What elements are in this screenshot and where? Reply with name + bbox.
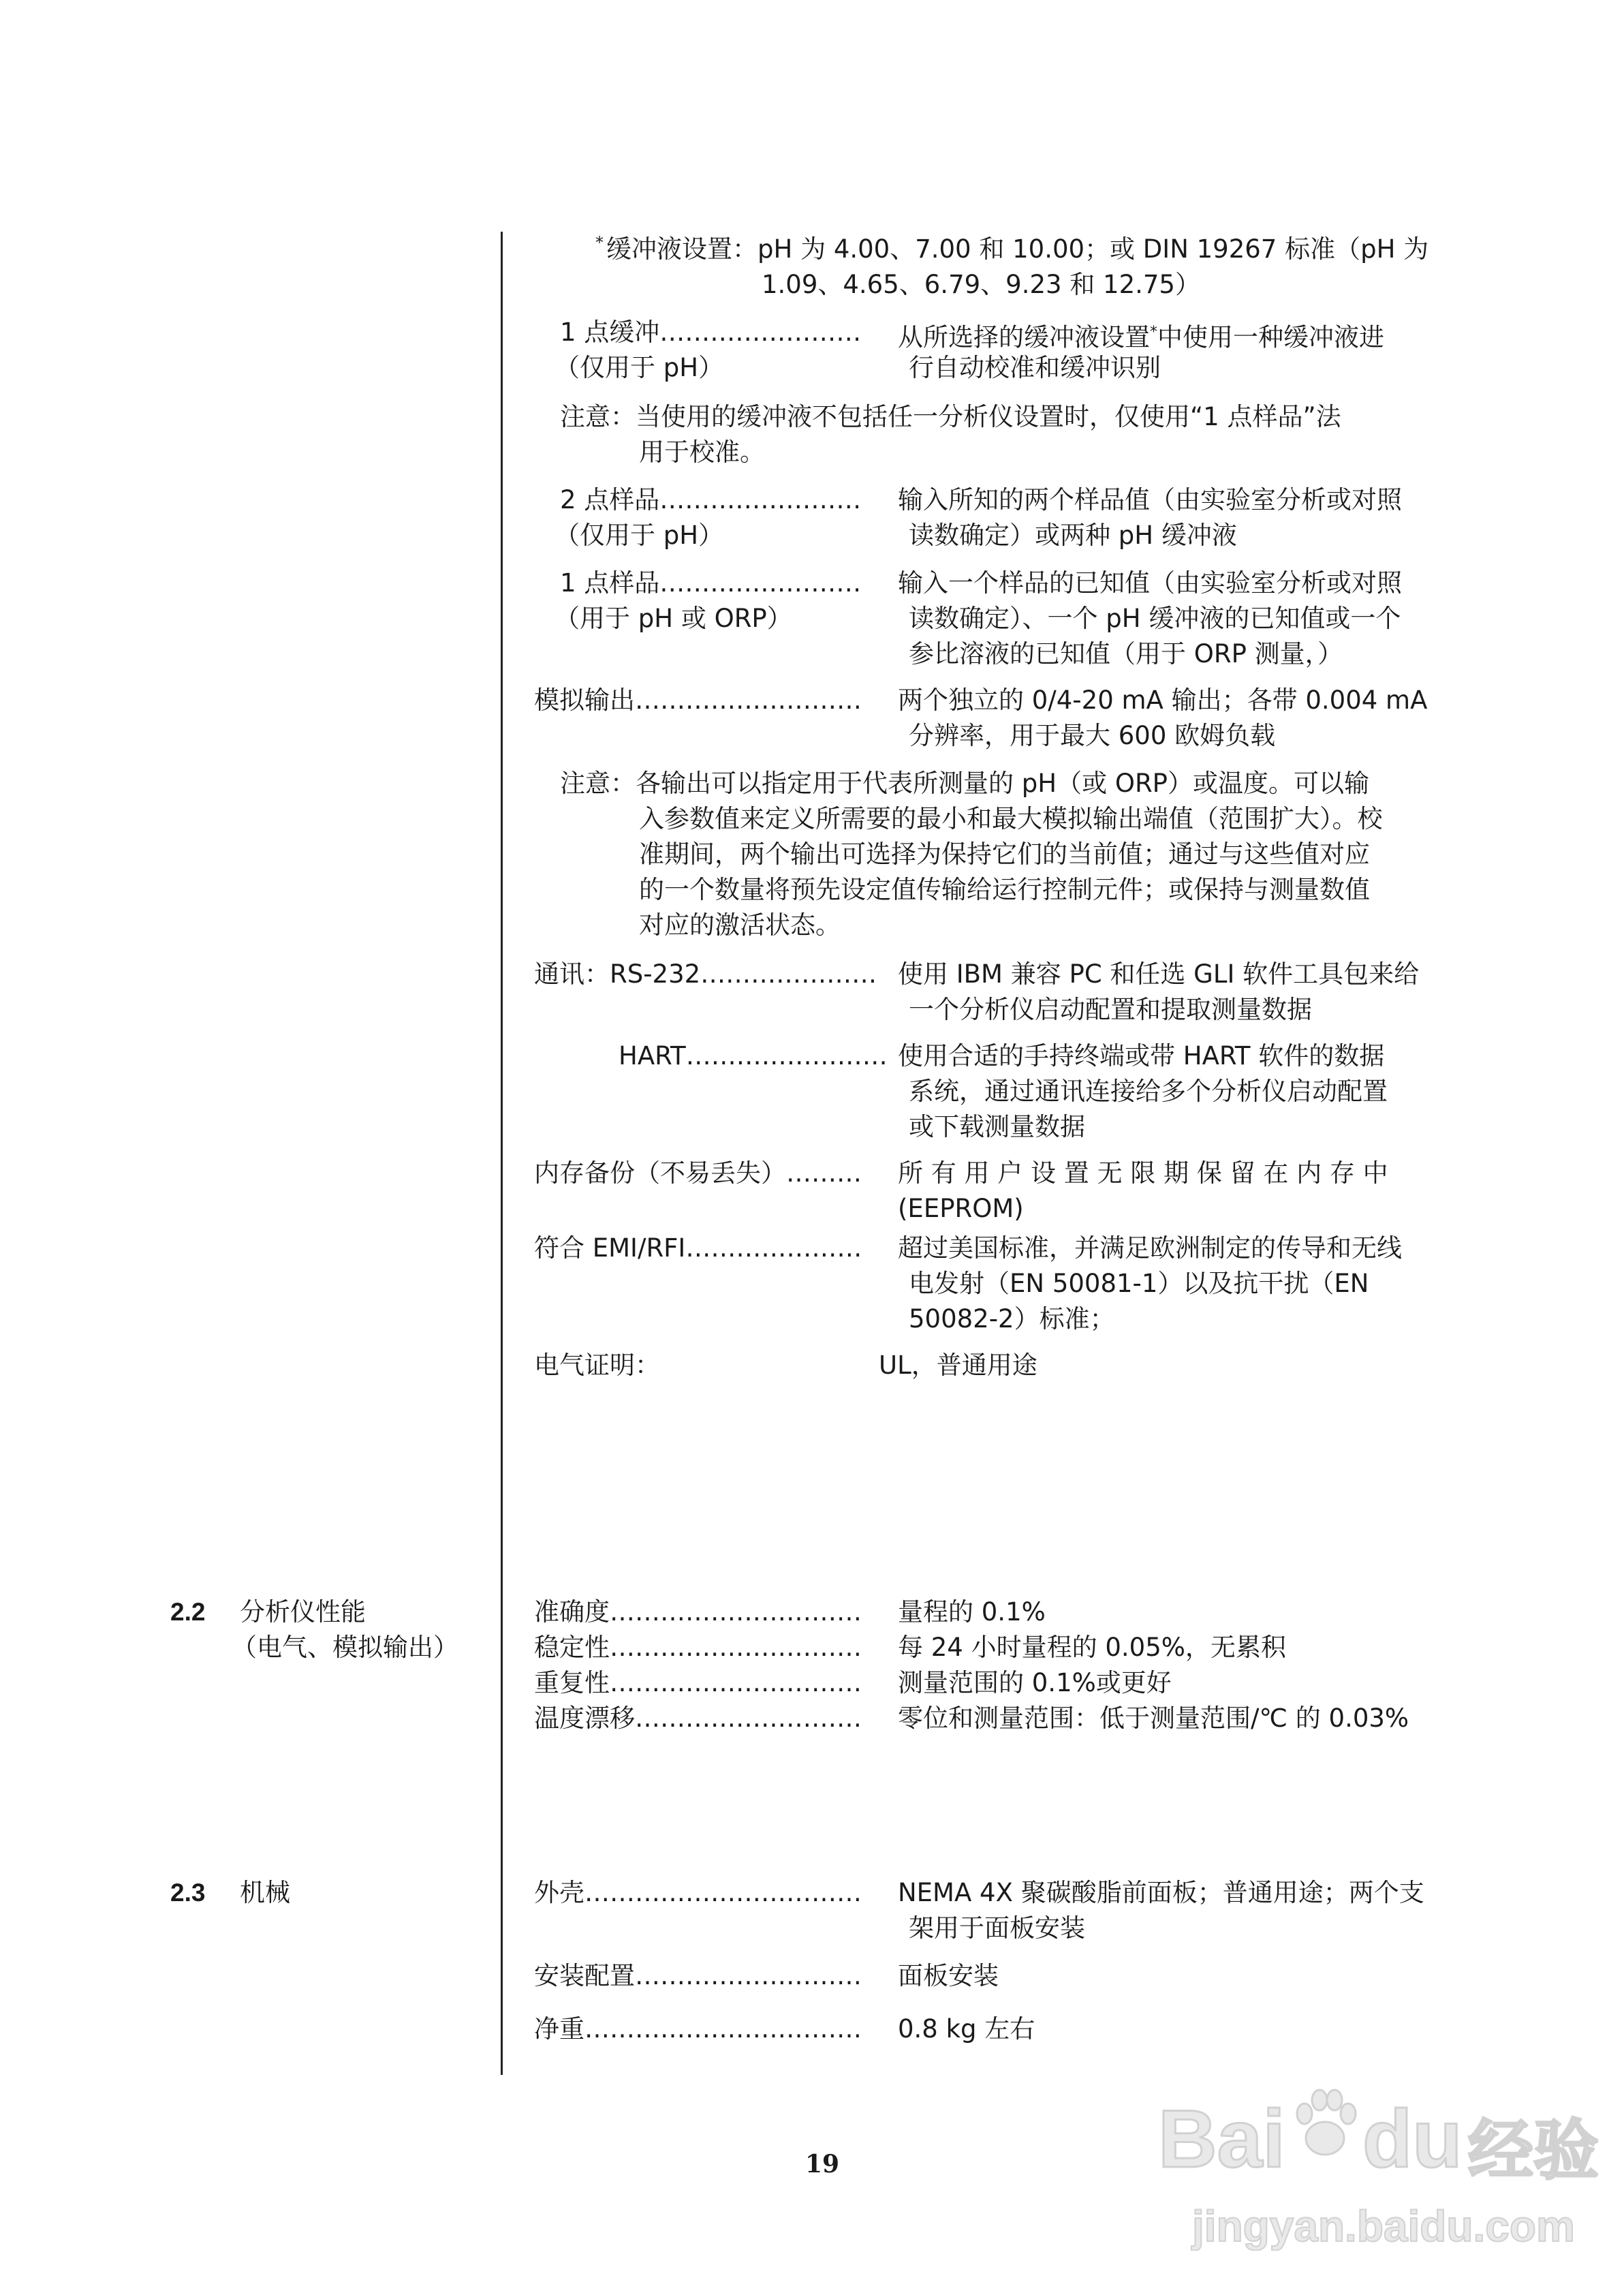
- analog-output-label: 模拟输出………………………: [534, 686, 862, 715]
- footnote-star: *: [595, 233, 604, 252]
- emi-rfi-desc2: 电发射（EN 50081-1）以及抗干扰（EN: [909, 1269, 1369, 1298]
- watermark-brand: Bai: [1158, 2093, 1285, 2185]
- accuracy-value: 量程的 0.1%: [898, 1597, 1046, 1627]
- two-point-sample-sub: （仅用于 pH）: [555, 521, 724, 550]
- analog-output-desc2: 分辨率，用于最大 600 欧姆负载: [909, 721, 1276, 750]
- one-point-buffer-sub: （仅用于 pH）: [555, 353, 724, 382]
- rs232-desc2: 一个分析仪启动配置和提取测量数据: [909, 995, 1312, 1024]
- mounting-label: 安装配置………………………: [534, 1961, 862, 1990]
- two-point-sample-desc1: 输入所知的两个样品值（由实验室分析或对照: [898, 485, 1402, 514]
- weight-label: 净重……………………………: [534, 2014, 862, 2044]
- hart-desc1: 使用合适的手持终端或带 HART 软件的数据: [898, 1041, 1385, 1071]
- section-2-2-subtitle: （电气、模拟输出）: [232, 1633, 458, 1662]
- repeatability-label: 重复性…………………………: [534, 1668, 862, 1697]
- memory-backup-desc1: 所 有 用 户 设 置 无 限 期 保 留 在 内 存 中: [898, 1158, 1388, 1188]
- watermark-cn: 经验: [1468, 2112, 1599, 2189]
- note2-line5: 对应的激活状态。: [639, 910, 841, 940]
- note2-line3: 准期间，两个输出可选择为保持它们的当前值；通过与这些值对应: [639, 840, 1370, 869]
- one-point-buffer-label: 1 点缓冲……………………: [560, 318, 862, 347]
- vertical-rule: [501, 232, 503, 2075]
- mounting-value: 面板安装: [898, 1961, 999, 1990]
- watermark: [1158, 2085, 1608, 2276]
- elec-cert-value: UL，普通用途: [879, 1351, 1037, 1380]
- emi-rfi-desc3: 50082-2）标准；: [909, 1304, 1115, 1334]
- repeatability-value: 测量范围的 0.1%或更好: [898, 1668, 1172, 1697]
- stability-label: 稳定性…………………………: [534, 1633, 862, 1662]
- temp-drift-value: 零位和测量范围：低于测量范围/℃ 的 0.03%: [898, 1704, 1409, 1733]
- memory-backup-desc2: (EEPROM): [898, 1194, 1024, 1223]
- note2-line4: 的一个数量将预先设定值传输给运行控制元件；或保持与测量数值: [639, 875, 1370, 904]
- emi-rfi-label: 符合 EMI/RFI…………………: [534, 1233, 862, 1263]
- housing-desc2: 架用于面板安装: [909, 1913, 1085, 1943]
- section-2-2-number: 2.2: [170, 1598, 206, 1626]
- one-point-sample-desc1: 输入一个样品的已知值（由实验室分析或对照: [898, 568, 1402, 598]
- elec-cert-label: 电气证明：: [534, 1351, 660, 1380]
- housing-desc1: NEMA 4X 聚碳酸脂前面板；普通用途；两个支: [898, 1878, 1424, 1907]
- hart-label: HART……………………: [619, 1041, 888, 1071]
- one-point-buffer-desc1: 从所选择的缓冲液设置*中使用一种缓冲液进: [898, 322, 1384, 352]
- two-point-sample-desc2: 读数确定）或两种 pH 缓冲液: [909, 521, 1237, 550]
- buffer-settings-line1: 缓冲液设置：pH 为 4.00、7.00 和 10.00；或 DIN 19267 标准（pH 为: [606, 234, 1429, 264]
- hart-desc2: 系统，通过通讯连接给多个分析仪启动配置: [909, 1077, 1388, 1106]
- page-number: 19: [805, 2150, 840, 2178]
- stability-value: 每 24 小时量程的 0.05%，无累积: [898, 1633, 1286, 1662]
- analog-output-desc1: 两个独立的 0/4-20 mA 输出；各带 0.004 mA: [898, 686, 1428, 715]
- one-point-sample-sub: （用于 pH 或 ORP）: [555, 604, 792, 633]
- watermark-brand-du: du: [1362, 2093, 1463, 2185]
- one-point-sample-desc3: 参比溶液的已知值（用于 ORP 测量，）: [909, 639, 1343, 668]
- housing-label: 外壳……………………………: [534, 1878, 862, 1907]
- note1-line1: 注意：当使用的缓冲液不包括任一分析仪设置时，仅使用“1 点样品”法: [560, 402, 1341, 431]
- one-point-sample-label: 1 点样品……………………: [560, 568, 862, 598]
- rs232-desc1: 使用 IBM 兼容 PC 和任选 GLI 软件工具包来给: [898, 959, 1420, 989]
- note2-line2: 入参数值来定义所需要的最小和最大模拟输出端值（范围扩大）。校: [639, 804, 1383, 833]
- memory-backup-label: 内存备份（不易丢失）………: [534, 1158, 862, 1188]
- watermark-url: jingyan.baidu.com: [1192, 2202, 1575, 2251]
- one-point-sample-desc2: 读数确定）、一个 pH 缓冲液的已知值或一个: [909, 604, 1401, 633]
- accuracy-label: 准确度…………………………: [534, 1597, 862, 1627]
- section-2-2-title: 分析仪性能: [240, 1597, 366, 1627]
- weight-value: 0.8 kg 左右: [898, 2014, 1035, 2044]
- two-point-sample-label: 2 点样品……………………: [560, 485, 862, 514]
- rs232-label: 通讯：RS-232…………………: [534, 959, 877, 989]
- section-2-3-number: 2.3: [170, 1879, 206, 1907]
- buffer-settings-line2: 1.09、4.65、6.79、9.23 和 12.75）: [762, 270, 1200, 299]
- temp-drift-label: 温度漂移………………………: [534, 1704, 862, 1733]
- one-point-buffer-desc2: 行自动校准和缓冲识别: [909, 353, 1161, 382]
- hart-desc3: 或下载测量数据: [909, 1112, 1085, 1141]
- emi-rfi-desc1: 超过美国标准，并满足欧洲制定的传导和无线: [898, 1233, 1402, 1263]
- paw-icon: [1291, 2085, 1359, 2167]
- note1-line2: 用于校准。: [639, 437, 765, 467]
- section-2-3-title: 机械: [240, 1878, 290, 1907]
- note2-line1: 注意：各输出可以指定用于代表所测量的 pH（或 ORP）或温度。可以输: [560, 769, 1369, 798]
